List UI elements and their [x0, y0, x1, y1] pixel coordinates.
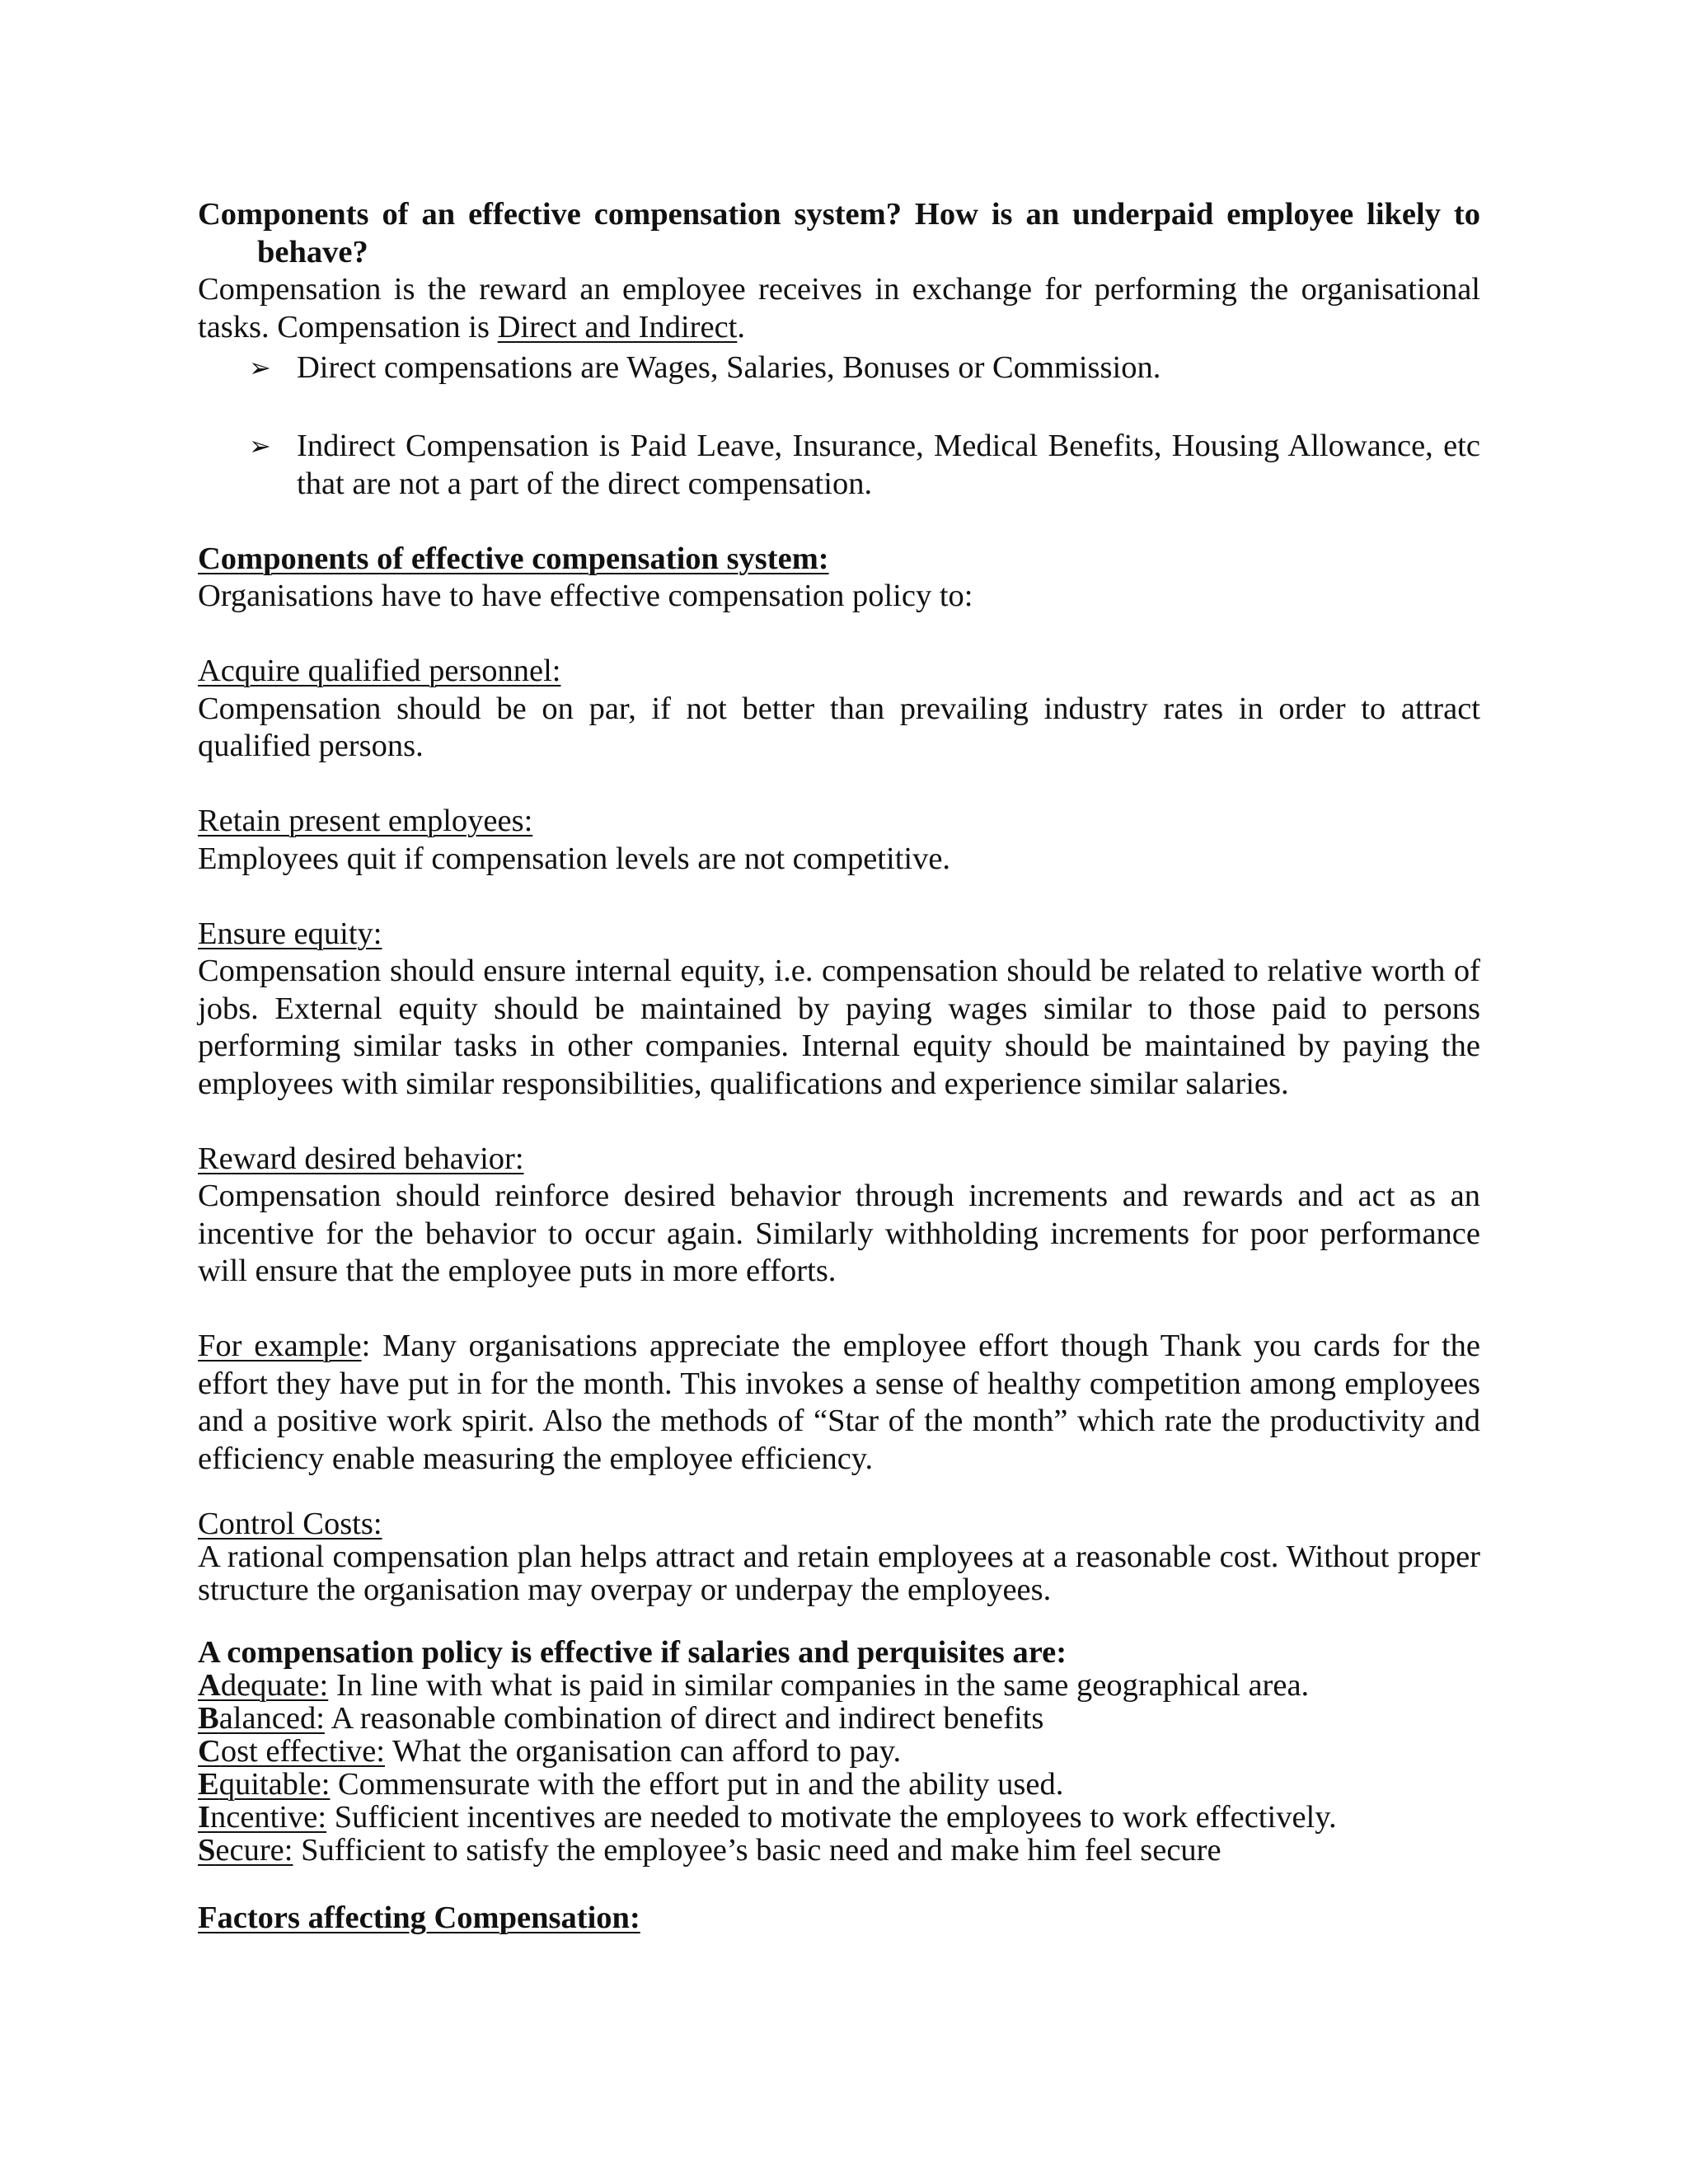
spacer — [198, 1478, 1480, 1507]
policy-term: alanced: — [218, 1701, 325, 1736]
section-acquire-text: Compensation should be on par, if not better than prevailing industry rates in order to attract qualified persons. — [198, 691, 1480, 763]
section-retain-title: Retain present employees: — [198, 804, 533, 838]
bullet-indirect — [198, 428, 1480, 503]
components-intro: Organisations have to have effective compensation policy to: — [198, 579, 973, 613]
policy-item-equitable — [198, 1768, 1480, 1801]
policy-block — [198, 1636, 1480, 1867]
example-label: For example — [198, 1329, 362, 1363]
policy-desc: In line with what is paid in similar companies in the same geographical area. — [328, 1668, 1310, 1703]
bullet-indirect-text: Indirect Compensation is Paid Leave, Insurance, Medical Benefits, Housing Allowance, etc that are not a part of the direct compensation. — [297, 429, 1480, 501]
policy-initial: A — [198, 1668, 221, 1703]
intro-end: . — [737, 309, 745, 344]
spacer — [198, 1606, 1480, 1636]
spacer — [198, 1291, 1480, 1329]
policy-item-adequate — [198, 1669, 1480, 1702]
policy-initial: C — [198, 1734, 221, 1769]
section-retain-text: Employees quit if compensation levels are not competitive. — [198, 841, 951, 876]
section-reward-title: Reward desired behavior: — [198, 1141, 524, 1176]
bullet-direct — [198, 349, 1480, 387]
example-text: : Many organisations appreciate the employee effort though Thank you cards for the effort they have put in for the month. This invokes a sense of healthy competition among employees and a positive work spirit. Also the methods of “Star of the month” which rate the productivity and efficiency enable measuring the employee efficiency. — [198, 1329, 1480, 1476]
policy-term: ecure: — [215, 1833, 293, 1868]
spacer — [198, 503, 1480, 541]
policy-heading: A compensation policy is effective if salaries and perquisites are: — [198, 1635, 1067, 1670]
spacer — [198, 1103, 1480, 1141]
intro-paragraph — [198, 271, 1480, 346]
components-heading: Components of effective compensation system: — [198, 541, 829, 576]
question-heading: Components of an effective compensation system? How is an underpaid employee likely to behave? — [198, 197, 1480, 269]
spacer — [198, 766, 1480, 804]
control-costs-title: Control Costs: — [198, 1507, 382, 1541]
section-equity-title: Ensure equity: — [198, 916, 382, 951]
control-costs-text: A rational compensation plan helps attract and retain employees at a reasonable cost. Without proper structure the organisation may overpay or underpay the employees. — [198, 1540, 1480, 1607]
document-page — [198, 196, 1480, 1938]
policy-term: dequate: — [220, 1668, 329, 1703]
policy-initial: S — [198, 1833, 216, 1868]
section-acquire-title: Acquire qualified personnel: — [198, 654, 561, 688]
spacer — [198, 878, 1480, 916]
spacer — [198, 387, 1480, 425]
spacer — [198, 616, 1480, 654]
section-reward-text: Compensation should reinforce desired behavior through increments and rewards and act as an incentive for the behavior to occur again. Similarly withholding increments for poor performance will ensure that the employee puts in more efforts. — [198, 1179, 1480, 1288]
policy-term: ncentive: — [209, 1800, 327, 1835]
factors-heading: Factors affecting Compensation: — [198, 1900, 640, 1935]
policy-item-incentive — [198, 1801, 1480, 1834]
policy-term: quitable: — [218, 1767, 331, 1802]
intro-text: Compensation is the reward an employee receives in exchange for performing the organisational tasks. Compensation is — [198, 272, 1480, 344]
bullet-direct-text: Direct compensations are Wages, Salaries, Bonuses or Commission. — [297, 350, 1161, 385]
policy-term: ost effective: — [220, 1734, 386, 1769]
arrow-bullet-icon: ➢ — [249, 352, 271, 383]
policy-desc: Commensurate with the effort put in and the ability used. — [330, 1767, 1064, 1802]
policy-desc: Sufficient to satisfy the employee’s basic need and make him feel secure — [293, 1833, 1221, 1868]
policy-desc: Sufficient incentives are needed to motivate the employees to work effectively. — [326, 1800, 1337, 1835]
arrow-bullet-icon: ➢ — [249, 430, 271, 462]
direct-indirect-text: Direct and Indirect — [497, 309, 738, 344]
policy-desc: A reasonable combination of direct and indirect benefits — [324, 1701, 1044, 1736]
example-paragraph — [198, 1328, 1480, 1478]
policy-initial: I — [198, 1800, 210, 1835]
policy-desc: What the organisation can afford to pay. — [385, 1734, 902, 1769]
section-equity-text: Compensation should ensure internal equity, i.e. compensation should be related to relative worth of jobs. External equity should be maintained by paying wages similar to those paid to persons performing similar tasks in other companies. Internal equity should be maintained by paying the employees with similar responsibilities, qualifications and experience similar salaries. — [198, 954, 1480, 1101]
policy-item-cost-effective — [198, 1735, 1480, 1768]
policy-item-secure — [198, 1834, 1480, 1867]
policy-initial: E — [198, 1767, 219, 1802]
policy-initial: B — [198, 1701, 219, 1736]
policy-item-balanced — [198, 1702, 1480, 1735]
